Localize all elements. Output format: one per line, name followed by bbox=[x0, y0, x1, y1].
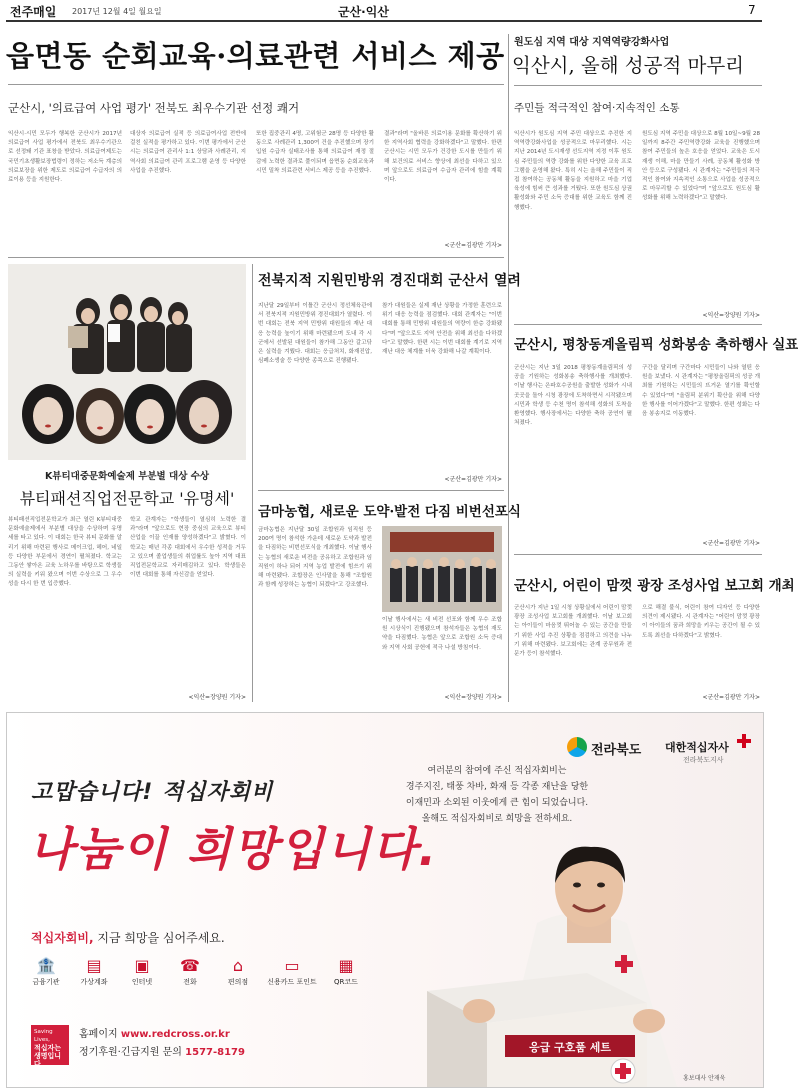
contest-body-col1: 지난달 29일부터 이틀간 군산시 정선체육관에서 전북지적 지원민방위 경진대회가 열렸다. 이번 대회는 전북 지역 민방위 대원들의 재난 대응 능력을 높이기 위해 마련됐으며 도내 각 시군에서 선발된 대원들이 참가해 그동안 갈고닦은 실력을 겨뤘다. 대회는 응급처치, 화재진압, 심폐소생술 등 다양한 종목으로 진행됐다. bbox=[258, 303, 372, 365]
iksan-body-col2: 원도심 지역 주민을 대상으로 8월 10일~9월 28일까지 8주간 주민역량강화 교육을 진행했으며 참여 주민들의 높은 호응을 얻었다. 교육은 도시재생 이해, 마을 만들기 사례, 공동체 활성화 방안 등으로 구성됐다. 시 관계자는 "주민들의 적극적인 참여와 지속적인 소통으로 사업을 성공적으로 마무리할 수 있었다"며 "앞으로도 원도심 활성화를 위해 노력하겠다"고 말했다. bbox=[642, 131, 760, 202]
redcross-ad bbox=[6, 712, 764, 1088]
redcross-branch: 전라북도지사 bbox=[683, 756, 724, 764]
iksan-rule bbox=[514, 85, 762, 86]
lead-article bbox=[6, 34, 505, 75]
ad-tagline bbox=[31, 929, 225, 946]
iksan-bottom-rule bbox=[514, 324, 762, 325]
ad-body-line-4: 올해도 적십자회비로 희망을 전하세요. bbox=[421, 814, 573, 824]
pay-method-store[interactable]: ⌂ 편의점 bbox=[227, 956, 249, 986]
bank-icon: 🏦 bbox=[36, 956, 56, 975]
jeonbuk-logo-icon bbox=[567, 737, 587, 757]
jeonbuk-name: 전라북도 bbox=[591, 743, 642, 758]
ad-headline-1: 고맙습니다! 적십자회비 bbox=[31, 780, 274, 805]
playground-body-col1: 군산시가 지난 1일 시청 상황실에서 어린이 맘껏 광장 조성사업 보고회를 개최했다. 이날 보고회는 아이들이 마음껏 뛰어놀 수 있는 공간을 만들기 위한 사업 추진 상황을 점검하고 의견을 나누기 위해 마련됐다. 보고회에는 관계 공무원과 전문가 등이 참석했다. bbox=[514, 605, 632, 658]
lead-body-col3: 또한 집중관리 4명, 고위험군 28명 등 다양한 활동으로 사례관리 1,300여 건을 추진했으며 장기입원 수급자 실태조사를 통해 의료급여 재정 절감에 노력한 결과로 풀이되며 읍면동 순회교육과 시민 밀착 의료관련 서비스 제공 등을 추진했다. bbox=[256, 131, 374, 174]
nonghyup-headline: 금마농협, 새로운 도약·발전 다짐 비번선포식 bbox=[258, 504, 521, 520]
lead-body-col4: 결과"라며 "올바른 의료이용 문화를 확산하기 위한 지역사회 협력을 강화하겠다"고 말했다. 한편 군산시는 시민 모두가 건강한 도시를 만들기 위해 보건의료 서비스 향상에 최선을 다하고 있으며 앞으로도 의료급여 수급자 관리에 힘쓸 계획이다. bbox=[384, 131, 502, 184]
homepage-label: 홈페이지 bbox=[79, 1029, 118, 1040]
badge-line-1: Saving Lives, bbox=[34, 1029, 53, 1043]
box-label: 응급 구호품 세트 bbox=[528, 1041, 612, 1054]
contest-body-col2: 참가 대원들은 실제 재난 상황을 가정한 훈련으로 위기 대응 능력을 점검했다. 대회 관계자는 "이번 대회를 통해 민방위 대원들의 역량이 한층 강화됐다"며 "앞으로도 지역 안전을 위해 최선을 다하겠다"고 말했다. 한편 시는 이번 대회를 계기로 지역 재난 대응 체계를 더욱 강화해 나갈 계획이다. bbox=[382, 303, 502, 356]
olympic-body-col1: 군산시는 지난 3일 2018 평창동계올림픽의 성공을 기원하는 성화봉송 축하행사를 개최했다. 이날 행사는 은파호수공원을 출발한 성화가 시내 곳곳을 돌아 시청 광장에 도착하면서 시작됐으며 시민과 학생 등 수천 명이 참석해 성화의 도착을 환영했다. 행사장에서는 다양한 축하 공연이 펼쳐졌다. bbox=[514, 365, 632, 427]
badge-line-2: 적십자는 bbox=[34, 1044, 62, 1052]
mid-col-divider bbox=[252, 264, 253, 702]
column-divider bbox=[508, 34, 509, 702]
model-credit: 홍보대사 안재욱 bbox=[683, 1075, 726, 1082]
lead-body-col2: 대상자 의료급여 실적 등 의료급여사업 전반에 걸친 실적을 평가하고 있다. 이번 평가에서 군산시는 의료급여 관리사 1:1 상담과 사례관리, 지역사회 의료급여 관리 프로그램 운영 등 다양한 사업을 추진했다. bbox=[130, 131, 246, 174]
pay-method-card-point[interactable]: ▭ 신용카드 포인트 bbox=[267, 956, 317, 986]
nonghyup-photo bbox=[382, 526, 502, 612]
beauty-body-col2: 학교 관계자는 "학생들이 열심히 노력한 결과"라며 "앞으로도 현장 중심의 교육으로 뷰티 산업을 이끌 인재를 양성하겠다"고 밝혔다. 이 학교는 매년 각종 대회에서 우수한 성적을 거두고 있으며 졸업생들의 취업률도 높아 지역 대표 직업전문학교로 자리매김하고 있다. 학생들은 이번 대회를 통해 자신감을 얻었다. bbox=[130, 517, 246, 579]
store-icon: ⌂ bbox=[232, 956, 244, 975]
card-point-icon: ▭ bbox=[284, 956, 300, 975]
ad-headline-2: 나눔이 희망입니다. bbox=[29, 822, 438, 876]
nonghyup-body-col1: 금마농협은 지난달 30일 조합원과 임직원 등 200여 명이 참석한 가운데 새로운 도약과 발전을 다짐하는 비번선포식을 개최했다. 이날 행사는 농협의 새로운 비전을 공유하고 조합원과 임직원이 하나 되어 지역 농업 발전에 힘쓰기 위해 마련됐다. 조합장은 인사말을 통해 "조합원과 함께 성장하는 농협이 되겠다"고 강조했다. bbox=[258, 527, 372, 589]
ambassador-figure bbox=[387, 843, 763, 1087]
ad-contact bbox=[79, 1043, 245, 1058]
iksan-body-col1: 익산시가 원도심 지역 주민 대상으로 추진한 지역역량강화사업을 성공적으로 마무리했다. 시는 지난 2014년 도시재생 선도지역 지정 이후 원도심 주민들의 역량 강화를 위한 다양한 교육 프로그램을 운영해 왔다. 특히 시는 올해 주민들이 직접 참여하는 공동체 활동을 지원하고 마을 기업 육성에 힘써 큰 성과를 거뒀다. 또한 원도심 상권 활성화와 주민 소득 증대를 위한 교육도 함께 진행했다. bbox=[514, 131, 632, 211]
internet-icon: ▣ bbox=[134, 956, 150, 975]
mannequin-photo bbox=[8, 264, 246, 460]
lead-body-col1: 익산시·시민 모두가 행복한 군산시가 2017년 의료급여 사업 평가에서 전북도 최우수기관으로 선정돼 기관 표창을 받았다. 의료급여제도는 국민기초생활보장법령이 정하는 저소득 계층의 의료보장을 위한 제도로 의료급여 수급자의 의료이용 등을 지원한다. bbox=[8, 131, 122, 184]
contest-headline: 전북지적 지원민방위 경진대회 군산서 열려 bbox=[258, 273, 521, 289]
ad-body-line-2: 경주지진, 태풍 차바, 화재 등 각종 재난을 당한 bbox=[405, 782, 589, 792]
ad-homepage bbox=[79, 1025, 230, 1040]
virtual-account-icon: ▤ bbox=[86, 956, 102, 975]
lead-byline: <군산=김광만 기자> bbox=[444, 242, 502, 249]
lead-rule bbox=[8, 84, 504, 85]
ad-body bbox=[377, 763, 617, 827]
section-name: 군산·익산 bbox=[338, 5, 389, 19]
masthead-rule bbox=[6, 20, 762, 22]
redcross-org-name: 대한적십자사 bbox=[665, 741, 729, 754]
olympic-headline: 군산시, 평창동계올림픽 성화봉송 축하행사 실표 bbox=[514, 337, 798, 353]
playground-byline: <군산=김광만 기자> bbox=[702, 694, 760, 701]
olympic-byline: <군산=김광만 기자> bbox=[702, 540, 760, 547]
lead-bottom-rule bbox=[8, 257, 504, 258]
qr-code-icon: ▦ bbox=[338, 956, 354, 975]
ad-tagline-rest: 지금 희망을 심어주세요. bbox=[93, 931, 225, 945]
iksan-headline: 익산시, 올해 성공적 마무리 bbox=[512, 54, 745, 77]
ad-tagline-red: 적십자회비, bbox=[31, 931, 94, 945]
nonghyup-byline: <익산=장양원 기자> bbox=[444, 694, 502, 701]
playground-body-col2: 으로 해결 불식, 어린이 참여 디자인 등 다양한 의견이 제시됐다. 시 관계자는 "어린이 맘껏 광장이 아이들의 꿈과 희망을 키우는 공간이 될 수 있도록 최선을 다하겠다"고 밝혔다. bbox=[642, 605, 760, 639]
beauty-body-col1: 뷰티패션직업전문학교가 최근 열린 K뷰티대중문화예술제에서 부분별 대상을 수상하며 유명세를 타고 있다. 이 대회는 한국 뷰티 문화를 알리기 위해 마련된 행사로 메이크업, 헤어, 네일 등 다양한 부문에서 경연이 펼쳐졌다. 학교는 그동안 쌓아온 교육 노하우를 바탕으로 학생들의 실력을 키워 왔으며 이번 수상으로 그 우수성을 다시 한 번 입증했다. bbox=[8, 517, 122, 588]
contact-label: 정기후원·긴급지원 문의 bbox=[79, 1047, 182, 1058]
playground-headline: 군산시, 어린이 맘껏 광장 조성사업 보고회 개최 bbox=[514, 578, 795, 594]
masthead bbox=[0, 0, 768, 22]
iksan-byline: <익산=장양원 기자> bbox=[702, 312, 760, 319]
iksan-subhead: 주민들 적극적인 참여·지속적인 소통 bbox=[514, 102, 680, 114]
olympic-body-col2: 구간을 달리며 구간마다 시민들이 나와 열띤 응원을 보냈다. 시 관계자는 "평창올림픽의 성공 개최를 기원하는 시민들의 뜨거운 열기를 확인할 수 있었다"며 "올림픽 분위기 확산을 위해 다양한 행사를 이어가겠다"고 말했다. 한편 성화는 다음 봉송지로 이동했다. bbox=[642, 365, 760, 418]
homepage-url[interactable]: www.redcross.or.kr bbox=[120, 1029, 230, 1040]
beauty-headline: 뷰티패션직업전문학교 '유명세' bbox=[19, 489, 235, 508]
phone-icon: ☎ bbox=[180, 956, 200, 975]
paper-name: 전주매일 bbox=[10, 5, 57, 19]
ad-body-line-1: 여러분의 참여에 주신 적십자회비는 bbox=[427, 766, 567, 776]
pay-method-bank[interactable]: 🏦 금융기관 bbox=[32, 956, 60, 986]
lead-subhead: 군산시, '의료급여 사업 평가' 전북도 최우수기관 선정 쾌거 bbox=[8, 101, 300, 115]
olympic-bottom-rule bbox=[514, 554, 762, 555]
lead-headline: 읍면동 순회교육·의료관련 서비스 제공 bbox=[6, 39, 505, 73]
beauty-byline: <익산=장양원 기자> bbox=[188, 694, 246, 701]
pay-methods bbox=[23, 957, 369, 987]
issue-date: 2017년 12월 4일 월요일 bbox=[72, 7, 162, 16]
page-number: 7 bbox=[748, 3, 756, 17]
beauty-caption: K뷰티대중문화예술제 부분별 대상 수상 bbox=[44, 471, 210, 482]
nonghyup-body-col2: 이날 행사에서는 새 비전 선포와 함께 우수 조합원 시상식이 진행됐으며 참석자들은 농협의 재도약을 다짐했다. 농협은 앞으로 조합원 소득 증대와 지역 사회 공헌에 적극 나설 방침이다. bbox=[382, 617, 502, 651]
iksan-kicker: 원도심 지역 대상 지역역량강화사업 bbox=[514, 37, 670, 48]
pay-method-phone[interactable]: ☎ 전화 bbox=[180, 956, 200, 986]
contest-byline: <군산=김광만 기자> bbox=[444, 476, 502, 483]
contact-number[interactable]: 1577-8179 bbox=[185, 1047, 245, 1058]
pay-method-virtual-account[interactable]: ▤ 가상계좌 bbox=[80, 956, 108, 986]
pay-method-internet[interactable]: ▣ 인터넷 bbox=[131, 956, 153, 986]
ad-badge bbox=[31, 1025, 69, 1068]
redcross-cross-icon bbox=[737, 733, 751, 747]
ad-body-line-3: 이재민과 소외된 이웃에게 큰 힘이 되었습니다. bbox=[405, 798, 589, 808]
pay-method-qr[interactable]: ▦ QR코드 bbox=[334, 956, 358, 986]
badge-line-3: 생명입니다 bbox=[34, 1052, 62, 1068]
contest-bottom-rule bbox=[258, 490, 504, 491]
